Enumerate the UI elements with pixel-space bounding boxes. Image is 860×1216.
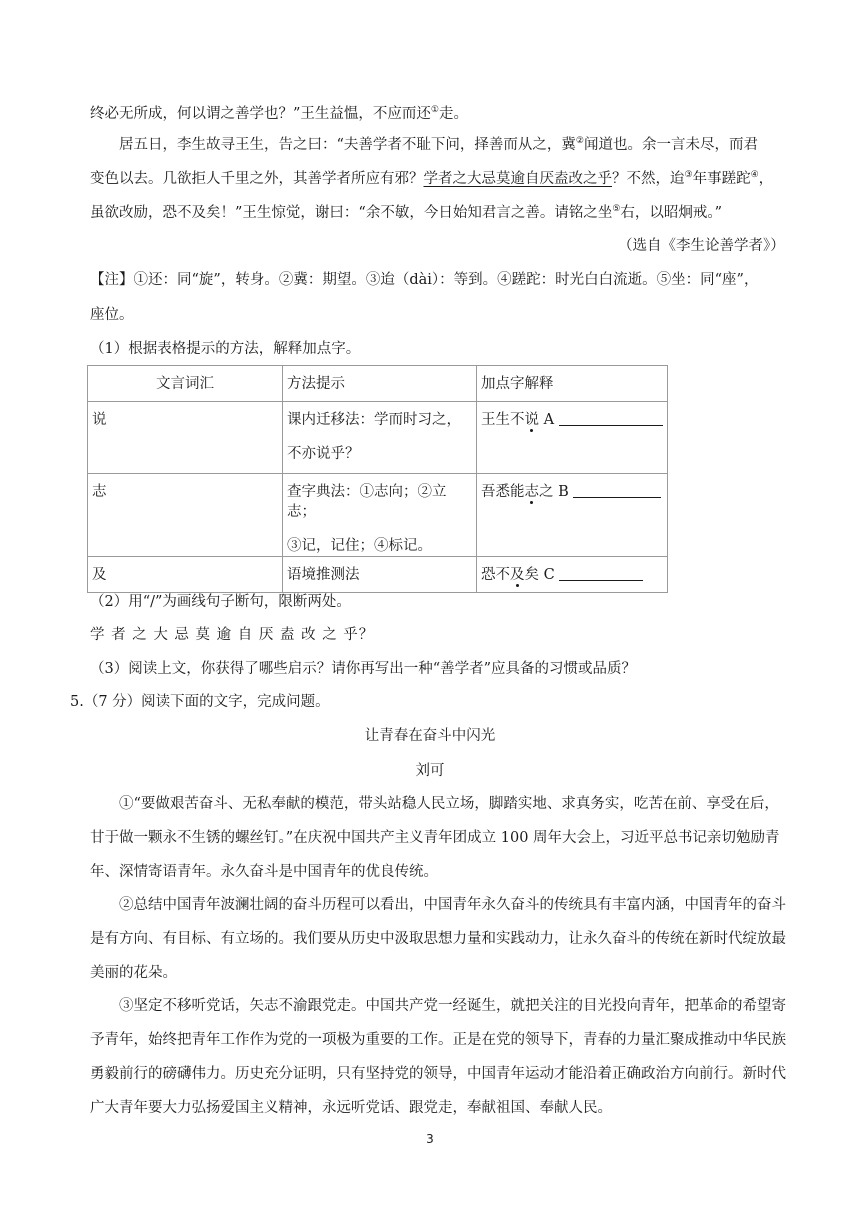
q2-sentence: 学 者 之 大 忌 莫 逾 自 厌 盍 改 之 乎？ xyxy=(90,627,375,643)
q3-prompt: （3）阅读上文，你获得了哪些启示？请你再写出一种“善学者”应具备的习惯或品质？ xyxy=(90,661,637,677)
table-cell-word: 志 xyxy=(88,474,283,557)
table-cell-answer: 吾悉能志之 B xyxy=(477,474,668,557)
table-row xyxy=(88,402,668,474)
passage-line-1: 终必无所成，何以谓之善学也？”王生益愠，不应而还①走。 xyxy=(90,105,468,122)
paragraph-line: ②总结中国青年波澜壮阔的奋斗历程可以看出，中国青年永久奋斗的传统具有丰富内涵，中国青年的奋斗 xyxy=(119,897,786,913)
table-row xyxy=(88,474,668,557)
paragraph-line: ①“要做艰苦奋斗、无私奉献的模范，带头站稳人民立场，脚踏实地、求真务实，吃苦在前、享受在后， xyxy=(119,796,779,812)
table-cell-answer: 恐不及矣 C xyxy=(477,557,668,593)
q5-prompt: 5.（7 分）阅读下面的文字，完成问题。 xyxy=(70,694,330,710)
answer-blank-c[interactable] xyxy=(559,566,643,581)
table-row xyxy=(88,557,668,593)
passage-line-4: 虽欲改励，恐不及矣！”王生惊觉，谢曰：“余不敏，今日始知君言之善。请铭之坐⑤右，以昭炯戒。” xyxy=(90,204,723,221)
table-cell-method: 查字典法：①志向；②立志； ③记，记住；④标记。 xyxy=(283,474,477,557)
table-header: 文言词汇 xyxy=(88,366,283,402)
notes-line-2: 座位。 xyxy=(90,307,134,323)
table-header-row xyxy=(88,366,668,402)
paragraph-line: 甘于做一颗永不生锈的螺丝钉。”在庆祝中国共产主义青年团成立 100 周年大会上，习近平总书记亲切勉励青 xyxy=(90,830,780,846)
dotted-char: 志 xyxy=(524,484,539,500)
table-header: 方法提示 xyxy=(283,366,477,402)
dotted-char: 及 xyxy=(510,566,525,583)
passage-line-3: 变色以去。几欲拒人千里之外，其善学者所应有邪？学者之大忌莫逾自厌盍改之乎？不然，迨③年事蹉跎④， xyxy=(90,170,774,187)
paragraph-line: 年、深情寄语青年。永久奋斗是中国青年的优良传统。 xyxy=(90,864,438,880)
underlined-sentence: 学者之大忌莫逾自厌盍改之乎 xyxy=(423,171,612,187)
table-header: 加点字解释 xyxy=(477,366,668,402)
paragraph-line: 广大青年要大力弘扬爱国主义精神，永远听党话、跟党走，奉献祖国、奉献人民。 xyxy=(90,1100,612,1116)
dotted-char: 说 xyxy=(524,412,539,428)
vocab-table xyxy=(87,365,668,593)
paragraph-line: 美丽的花朵。 xyxy=(90,965,177,981)
passage-line-2: 居五日，李生故寻王生，告之曰：“夫善学者不耻下问，择善而从之，冀②闻道也。余一言未尽，而君 xyxy=(119,136,758,153)
table-cell-answer: 王生不说 A xyxy=(477,402,668,474)
notes-line-1: 【注】①还：同“旋”，转身。②冀：期望。③迨（dài）：等到。④蹉跎：时光白白流逝。⑤坐：同“座”， xyxy=(90,272,759,288)
article-author: 刘可 xyxy=(415,763,445,779)
table-cell-word: 及 xyxy=(88,557,283,593)
answer-blank-a[interactable] xyxy=(559,411,663,426)
paragraph-line: 是有方向、有目标、有立场的。我们要从历史中汲取思想力量和实践动力，让永久奋斗的传统在新时代绽放最 xyxy=(90,931,786,947)
table-cell-method: 课内迁移法：学而时习之， 不亦说乎？ xyxy=(283,402,477,474)
answer-blank-b[interactable] xyxy=(573,483,661,498)
paragraph-line: 予青年，始终把青年工作作为党的一项极为重要的工作。正是在党的领导下，青春的力量汇聚成推动中华民族 xyxy=(90,1032,786,1048)
article-title: 让青春在奋斗中闪光 xyxy=(364,728,496,744)
table-cell-word: 说 xyxy=(88,402,283,474)
paragraph-line: 勇毅前行的磅礴伟力。历史充分证明，只有坚持党的领导，中国青年运动才能沿着正确政治方向前行。新时代 xyxy=(90,1066,786,1082)
passage-source: （选自《李生论善学者》） xyxy=(618,238,785,254)
q1-prompt: （1）根据表格提示的方法，解释加点字。 xyxy=(90,341,361,357)
table-cell-method: 语境推测法 xyxy=(283,557,477,593)
q2-prompt: （2）用“/”为画线句子断句，限断两处。 xyxy=(90,594,351,610)
page-number: 3 xyxy=(426,1132,434,1146)
paragraph-line: ③坚定不移听党话，矢志不渝跟党走。中国共产党一经诞生，就把关注的目光投向青年，把革命的希望寄 xyxy=(119,998,786,1014)
